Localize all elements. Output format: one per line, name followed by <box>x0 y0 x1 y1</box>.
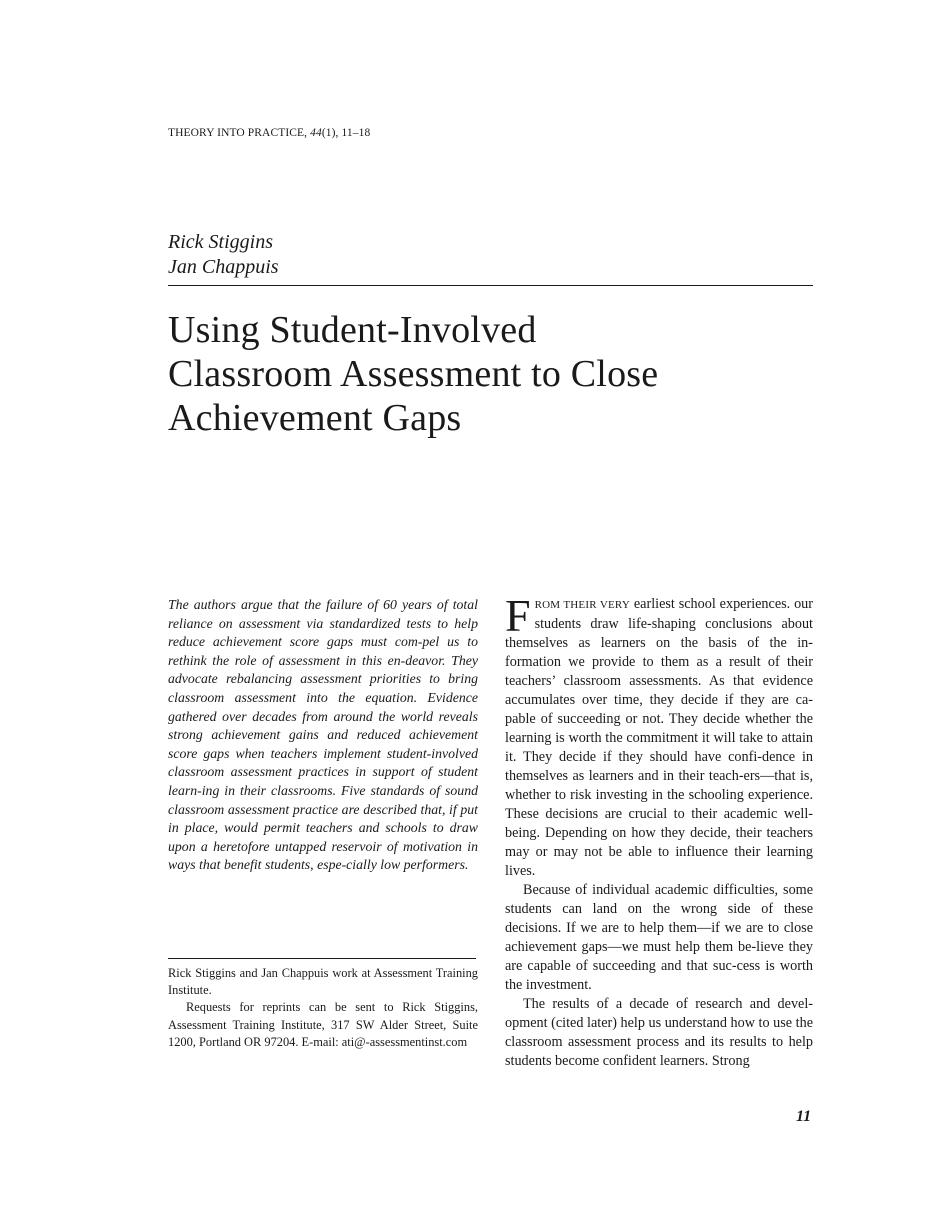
abstract: The authors argue that the failure of 60 years of total reliance on assessment via standardized tests to help reduce achievement score gaps must com-pel us to rethink the role of assessment in this en-deavor. They advocate rebalancing assessment priorities to bring classroom assessment into the equation. Evidence gathered over decades from around the world reveals strong achievement gains and reduced achievement score gaps when teachers implement student-involved classroom assessment practices in support of student learn-ing in their classrooms. Five standards of sound classroom assessment practice are described that, if put in place, would permit teachers and schools to draw upon a heretofore untapped reservoir of motivation in ways that benefit students, espe-cially low performers. <box>168 597 478 873</box>
body-paragraph: The results of a decade of research and devel-opment (cited later) help us understand how to use the classroom assessment process and its results to help students become confident learners. Strong <box>505 996 813 1069</box>
reprints-note: Requests for reprints can be sent to Rick Stiggins, Assessment Training Institute, 317 SW Alder Street, Suite 1200, Portland OR 97204. E-mail: ati@-assessmentinst.com <box>168 1000 478 1049</box>
journal-name: THEORY INTO PRACTICE, <box>168 127 311 139</box>
author-name: Jan Chappuis <box>168 256 279 278</box>
title-divider <box>168 285 813 286</box>
drop-cap: F <box>505 590 531 641</box>
small-caps-lead: ROM THEIR VERY <box>534 599 630 611</box>
title-line: Classroom Assessment to Close <box>168 353 659 395</box>
author-footnote <box>168 965 478 1051</box>
article-title <box>168 308 813 440</box>
body-text <box>505 590 813 1071</box>
journal-volume: 44 <box>310 127 322 139</box>
title-line: Achievement Gaps <box>168 397 462 439</box>
journal-citation <box>168 127 370 139</box>
body-paragraph <box>505 590 813 881</box>
footnote-divider <box>168 958 476 959</box>
page-number: 11 <box>796 1108 812 1125</box>
journal-issue-pages: (1), 11–18 <box>321 127 371 139</box>
body-paragraph: Because of individual academic difficulties, some students can land on the wrong side of these decisions. If we are to help them—if we are to close achievement gaps—we must help them be-lieve they are capable of succeeding and that suc-cess is worth the investment. <box>505 882 813 993</box>
paragraph-text: earliest school experiences. our students draw life-shaping conclusions about themselves as learners on the basis of the in-formation we provide to them as a result of their teachers’ classroom assessments. As that evidence accumulates over time, they decide if they are ca-pable of succeeding or not. They decide whether the learning is worth the commitment it will take to attain it. They decide if they should have confi-dence in themselves as learners and in their teach-ers—that is, whether to risk investing in the schooling experience. These decisions are crucial to their academic well-being. Depending on how they decide, their teachers may or may not be able to influence their learning lives. <box>505 596 813 879</box>
author-affiliation: Rick Stiggins and Jan Chappuis work at Assessment Training Institute. <box>168 966 478 998</box>
author-name: Rick Stiggins <box>168 231 273 253</box>
title-line: Using Student-Involved <box>168 309 537 351</box>
author-list <box>168 230 279 280</box>
